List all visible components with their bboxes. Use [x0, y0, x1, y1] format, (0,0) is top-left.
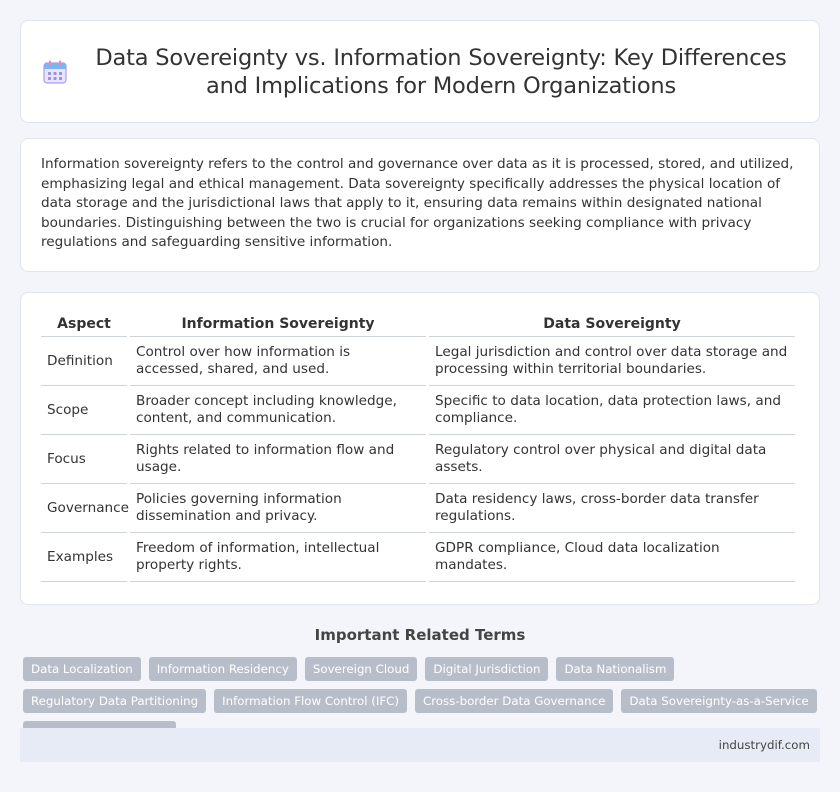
row-information-sovereignty: Broader concept including knowledge, content, and communication.	[130, 386, 426, 435]
tag-digital-jurisdiction[interactable]: Digital Jurisdiction	[425, 657, 548, 681]
column-header-information-sovereignty: Information Sovereignty	[130, 311, 426, 337]
tag-information-residency[interactable]: Information Residency	[149, 657, 297, 681]
table-row	[41, 533, 795, 582]
intro-paragraph: Information sovereignty refers to the control and governance over data as it is processed, stored, and utilized, emphasizing legal and ethical management. Data sovereignty specifically addresses the physical location of data storage and the jurisdictional laws that apply to it, ensuring data remains within designated national boundaries. Distinguishing between the two is crucial for organizations seeking compliance with privacy regulations and safeguarding sensitive information.	[41, 156, 794, 250]
calendar-icon	[41, 58, 69, 86]
intro-card	[20, 138, 820, 272]
table-header-row	[41, 311, 795, 337]
row-aspect: Definition	[41, 337, 127, 386]
row-information-sovereignty: Control over how information is accessed, shared, and used.	[130, 337, 426, 386]
footer-site-link[interactable]: industrydif.com	[718, 738, 810, 752]
row-information-sovereignty: Rights related to information flow and usage.	[130, 435, 426, 484]
title-card	[20, 20, 820, 123]
tag-cross-border-data-governance[interactable]: Cross-border Data Governance	[415, 689, 613, 713]
row-information-sovereignty: Freedom of information, intellectual property rights.	[130, 533, 426, 582]
row-data-sovereignty: Legal jurisdiction and control over data storage and processing within territorial boundaries.	[429, 337, 795, 386]
related-terms-title: Important Related Terms	[314, 626, 526, 644]
column-header-aspect: Aspect	[41, 311, 127, 337]
table-row	[41, 435, 795, 484]
footer	[20, 728, 820, 762]
table-row	[41, 337, 795, 386]
tag-data-localization[interactable]: Data Localization	[23, 657, 141, 681]
page-title: Data Sovereignty vs. Information Sovereignty: Key Differences and Implications for Modern Organizations	[95, 44, 787, 99]
comparison-table	[38, 311, 798, 582]
tag-regulatory-data-partitioning[interactable]: Regulatory Data Partitioning	[23, 689, 206, 713]
tag-sovereign-cloud[interactable]: Sovereign Cloud	[305, 657, 417, 681]
row-data-sovereignty: GDPR compliance, Cloud data localization mandates.	[429, 533, 795, 582]
row-aspect: Focus	[41, 435, 127, 484]
row-data-sovereignty: Specific to data location, data protection laws, and compliance.	[429, 386, 795, 435]
comparison-card	[20, 292, 820, 605]
row-data-sovereignty: Data residency laws, cross-border data transfer regulations.	[429, 484, 795, 533]
tag-data-nationalism[interactable]: Data Nationalism	[556, 657, 674, 681]
title-wrap	[21, 44, 819, 100]
row-aspect: Governance	[41, 484, 127, 533]
row-aspect: Scope	[41, 386, 127, 435]
row-information-sovereignty: Policies governing information dissemination and privacy.	[130, 484, 426, 533]
table-row	[41, 386, 795, 435]
tag-information-flow-control[interactable]: Information Flow Control (IFC)	[214, 689, 407, 713]
tag-data-sovereignty-as-a-service[interactable]: Data Sovereignty-as-a-Service	[621, 689, 816, 713]
table-row	[41, 484, 795, 533]
row-data-sovereignty: Regulatory control over physical and digital data assets.	[429, 435, 795, 484]
column-header-data-sovereignty: Data Sovereignty	[429, 311, 795, 337]
row-aspect: Examples	[41, 533, 127, 582]
